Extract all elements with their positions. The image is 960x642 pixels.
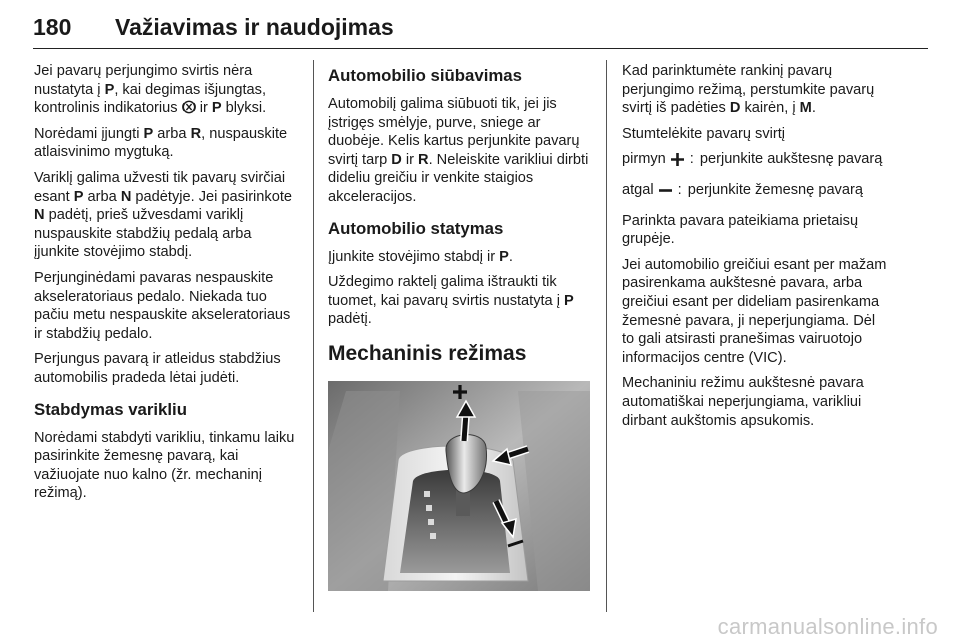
header-rule xyxy=(33,48,928,49)
paragraph: Variklį galima užvesti tik pavarų svirčiai esant P arba N padėtyje. Jei pasirinkote N padėtį, prieš užvesdami variklį nuspauskite stabdžių pedalą arba įjunkite stovėjimo stabdį. xyxy=(34,169,292,261)
definition-description: perjunkite žemesnę pavarą xyxy=(687,181,863,198)
paragraph: Uždegimo raktelį galima ištraukti tik tuomet, kai pavarų svirtis nustatyta į P padėtį. xyxy=(328,274,574,328)
paragraph: Jei automobilio greičiui esant per mažam pasirenkama aukštesnė pavara, arba greičiui esant per dideliam pasirenkama žemesnė pavara, ji neperjungiama. Dėl to gali atsirasti pranešimas vairuotojo informacijos centre (VIC). xyxy=(622,256,887,366)
paragraph: Įjunkite stovėjimo stabdį ir P. xyxy=(328,248,513,265)
paragraph: Mechaniniu režimu aukštesnė pavara automatiškai neperjungiama, varikliui dirbant aukštomis apsukomis. xyxy=(622,375,864,429)
section-heading: Automobilio siūbavimas xyxy=(328,66,522,85)
column-2 xyxy=(328,62,596,597)
page-number: 180 xyxy=(33,14,72,40)
section-heading: Automobilio statymas xyxy=(328,218,504,238)
minus-icon xyxy=(659,184,672,197)
paragraph: Stumtelėkite pavarų svirtį xyxy=(622,125,786,142)
column-3 xyxy=(622,62,890,437)
paragraph: Parinkta pavara pateikiama prietaisų grupėje. xyxy=(622,212,859,248)
paragraph: Norėdami stabdyti varikliu, tinkamu laiku pasirinkite žemesnę pavarą, kai važiuojate nuo kalno (žr. mechaninį režimą). xyxy=(34,429,295,502)
gear-lever-illustration xyxy=(328,381,590,591)
paragraph: Jei pavarų perjungimo svirtis nėra nustatyta į P, kai degimas išjungtas, kontrolinis indikatorius ir P blyksi. xyxy=(34,63,267,117)
paragraph: Kad parinktumėte rankinį pavarų perjungimo režimą, perstumkite pavarų svirtį iš padėties D kairėn, į M. xyxy=(622,63,875,117)
watermark: carmanualsonline.info xyxy=(717,614,938,639)
page-title: Važiavimas ir naudojimas xyxy=(115,14,394,40)
paragraph: Perjunginėdami pavaras nespauskite akseleratoriaus pedalo. Niekada tuo pačiu metu nespauskite akseleratoriaus ir stabdžių pedalo. xyxy=(34,269,291,342)
definition-row-backward: atgal : perjunkite žemesnę pavarą xyxy=(622,181,890,200)
chapter-heading: Mechaninis režimas xyxy=(328,341,527,365)
plus-icon xyxy=(671,153,684,166)
definition-term: atgal xyxy=(622,181,672,200)
column-divider xyxy=(606,60,607,612)
paragraph: Norėdami įjungti P arba R, nuspauskite atlaisvinimo mygtuką. xyxy=(34,125,288,161)
column-divider xyxy=(313,60,314,612)
paragraph: Automobilį galima siūbuoti tik, jei jis įstrigęs smėlyje, purve, sniege ar duobėje. Kelis kartus perjunkite pavarų svirtį tarp D ir R. Neleiskite varikliui dirbti dideliu greičiu ir venkite staigios akceleracijos. xyxy=(328,96,589,205)
column-1 xyxy=(34,62,300,510)
page-header xyxy=(33,10,928,50)
gear-selector-warning-icon xyxy=(182,100,196,114)
paragraph: Perjungus pavarą ir atleidus stabdžius automobilis pradeda lėtai judėti. xyxy=(34,351,281,386)
definition-row-forward: pirmyn : perjunkite aukštesnę pavarą xyxy=(622,150,890,169)
definition-term: pirmyn xyxy=(622,150,684,169)
section-heading: Stabdymas varikliu xyxy=(34,399,187,419)
definition-description: perjunkite aukštesnę pavarą xyxy=(699,151,883,168)
